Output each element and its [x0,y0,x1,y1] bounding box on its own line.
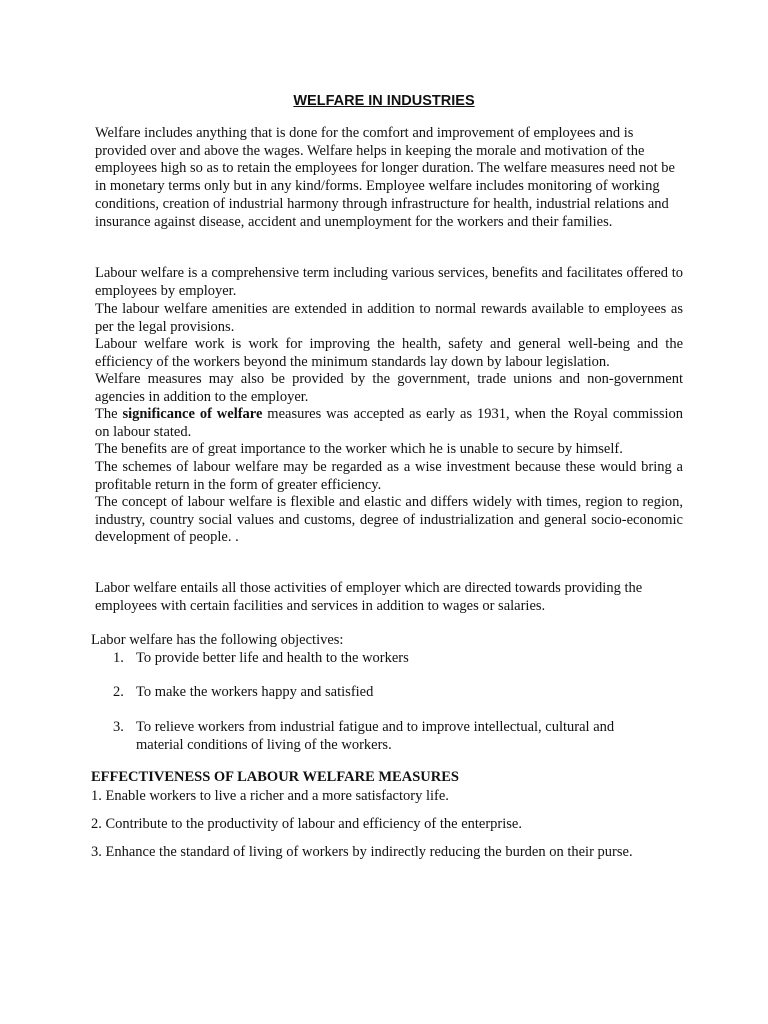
effectiveness-item: 2. Contribute to the productivity of labour and efficiency of the enterprise. [91,816,522,832]
effectiveness-item: 3. Enhance the standard of living of workers by indirectly reducing the burden on their purse. [91,844,633,860]
significance-prefix: The [95,406,123,422]
paragraph-schemes: The schemes of labour welfare may be regarded as a wise investment because these would bring a profitable return in the form of greater efficiency. [95,459,683,493]
objective-number: 1. [113,650,124,666]
objective-text: To relieve workers from industrial fatigue and to improve intellectual, cultural and material conditions of living of the workers. [136,719,615,753]
objective-text: To make the workers happy and satisfied [136,684,374,700]
paragraph-significance [95,406,683,441]
document-title: WELFARE IN INDUSTRIES [293,93,475,109]
objective-number: 2. [113,684,124,700]
paragraph-amenities: The labour welfare amenities are extended in addition to normal rewards available to employees as per the legal provisions. [95,301,683,335]
paragraph-benefits: The benefits are of great importance to the worker which he is unable to secure by himself. [95,441,623,457]
objectives-intro: Labor welfare has the following objectives: [91,632,344,648]
effectiveness-item: 1. Enable workers to live a richer and a more satisfactory life. [91,788,449,804]
significance-suffix: measures was accepted as early as 1931, when the Royal commission on labour stated. [95,406,684,440]
intro-paragraph: Welfare includes anything that is done for the comfort and improvement of employees and is provided over and above the wages. Welfare helps in keeping the morale and motivation of the employees high so as to retain the employees for longer duration. The welfare measures need not be in monetary terms only but in any kind/forms. Employee welfare includes monitoring of working conditions, creation of industrial harmony through infrastructure for health, industrial relations and insurance against disease, accident and unemployment for the workers and their families. [95,125,675,230]
objective-number: 3. [113,719,124,735]
paragraph-labor-definition: Labor welfare entails all those activities of employer which are directed towards providing the employees with certain facilities and services in addition to wages or salaries. [95,580,643,614]
paragraph-welfare-work: Labour welfare work is work for improving the health, safety and general well-being and the efficiency of the workers beyond the minimum standards lay down by labour legislation. [95,336,683,370]
significance-bold-phrase: significance of welfare [122,406,263,422]
paragraph-comprehensive-term: Labour welfare is a comprehensive term including various services, benefits and facilitates offered to employees by employer. [95,265,683,299]
paragraph-concept: The concept of labour welfare is flexible and elastic and differs widely with times, region to region, industry, country social values and customs, degree of industrialization and general socio-economic development of people. . [95,494,683,546]
objective-text: To provide better life and health to the workers [136,650,409,666]
effectiveness-heading: EFFECTIVENESS OF LABOUR WELFARE MEASURES [91,769,459,785]
paragraph-welfare-providers: Welfare measures may also be provided by the government, trade unions and non-government agencies in addition to the employer. [95,371,683,405]
